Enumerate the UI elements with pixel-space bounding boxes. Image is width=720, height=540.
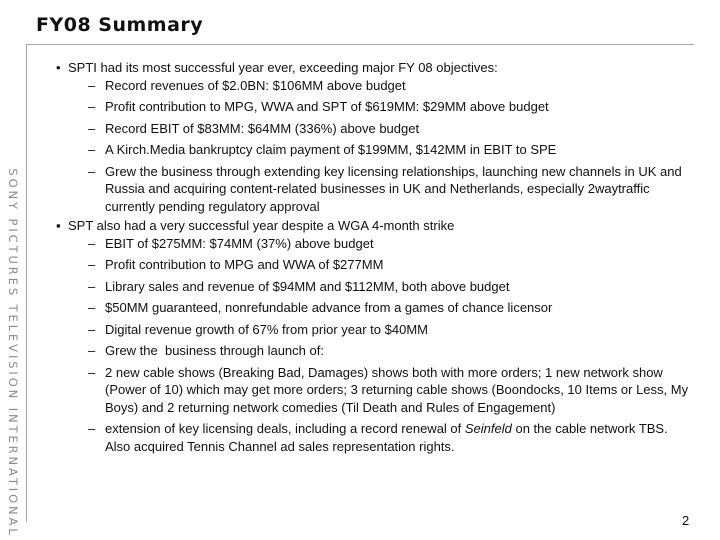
sub-bullet: [88, 342, 696, 360]
sub-bullet-text: [105, 420, 696, 455]
sub-bullet: [88, 120, 696, 138]
summary-content: [56, 59, 696, 455]
sub-bullet: [88, 98, 696, 116]
bullet-marker: •: [56, 60, 61, 75]
sub-bullet-marker: –: [88, 343, 96, 358]
sub-bullet: [88, 299, 696, 317]
brand-vertical-text: SONY PICTURES TELEVISION INTERNATIONAL: [6, 168, 20, 538]
sub-bullet-marker: –: [88, 142, 96, 157]
sub-bullet-text: Grew the business through extending key licensing relationships, launching new channels in UK and Russia and acquiring content-related businesses in UK and Netherlands, especially 2waytraffic currently pending regulatory approval: [105, 163, 682, 214]
sub-bullet-marker: –: [88, 120, 96, 136]
sub-bullet-marker: –: [88, 163, 96, 179]
bullet-spti: [56, 59, 696, 77]
sub-bullet-text: Digital revenue growth of 67% from prior year to $40MM: [105, 321, 428, 337]
sub-bullet-text: Profit contribution to MPG and WWA of $277MM: [105, 257, 384, 272]
sub-bullet-marker: –: [88, 300, 96, 315]
sub-bullet-text: Library sales and revenue of $94MM and $112MM, both above budget: [105, 278, 510, 294]
sub-bullet: [88, 278, 696, 296]
sub-bullet-marker: –: [88, 321, 96, 337]
sub-bullet: [88, 141, 696, 159]
sub-bullet-text: Profit contribution to MPG, WWA and SPT of $619MM: $29MM above budget: [105, 99, 549, 114]
sub-bullet-text: 2 new cable shows (Breaking Bad, Damages) shows both with more orders; 1 new network show (Power of 10) which may get more orders; 3 returning cable shows (Boondocks, 10 Items or Less, My Boys) and 2 returning network comedies (Til Death and Rules of Engagement): [105, 364, 689, 415]
sub-bullet: [88, 77, 696, 95]
text-after: on the cable network TBS. Also acquired Tennis Channel ad sales representation rights.: [105, 421, 675, 454]
page-title: FY08 Summary: [36, 14, 204, 36]
sub-bullet-text: A Kirch.Media bankruptcy claim payment of $199MM, $142MM in EBIT to SPE: [105, 142, 557, 157]
sub-bullet-text: $50MM guaranteed, nonrefundable advance from a games of chance licensor: [105, 300, 553, 315]
sub-bullet-text: Record revenues of $2.0BN: $106MM above budget: [105, 77, 406, 93]
sub-bullet-marker: –: [88, 257, 96, 272]
sub-bullet-marker: –: [88, 235, 96, 251]
bullet-marker: ▪: [56, 218, 61, 233]
sub-bullet: [88, 364, 696, 417]
sub-bullet-marker: –: [88, 364, 96, 380]
bullet-spt: [56, 217, 696, 235]
sub-bullet: [88, 256, 696, 274]
sub-bullet-marker: –: [88, 99, 96, 114]
text-before: extension of key licensing deals, including a record renewal of: [105, 421, 465, 436]
page-number: 2: [682, 513, 690, 528]
sub-bullet: [88, 235, 696, 253]
bullet-text: SPTI had its most successful year ever, exceeding major FY 08 objectives:: [68, 60, 498, 75]
sub-bullet: [88, 321, 696, 339]
sub-bullet-marker: –: [88, 278, 96, 294]
bullet-text: SPT also had a very successful year despite a WGA 4-month strike: [68, 218, 455, 233]
left-divider: [26, 44, 27, 522]
sub-bullet-text: EBIT of $275MM: $74MM (37%) above budget: [105, 235, 374, 251]
sub-bullet-text: Record EBIT of $83MM: $64MM (336%) above budget: [105, 120, 420, 136]
title-divider: [26, 44, 694, 45]
sub-bullet-text: Grew the business through launch of:: [105, 343, 324, 358]
sub-bullet-marker: –: [88, 421, 96, 436]
show-title-seinfeld: Seinfeld: [464, 421, 512, 436]
sub-bullet-marker: –: [88, 77, 96, 93]
sub-bullet: [88, 420, 696, 455]
sub-bullet: [88, 163, 696, 216]
